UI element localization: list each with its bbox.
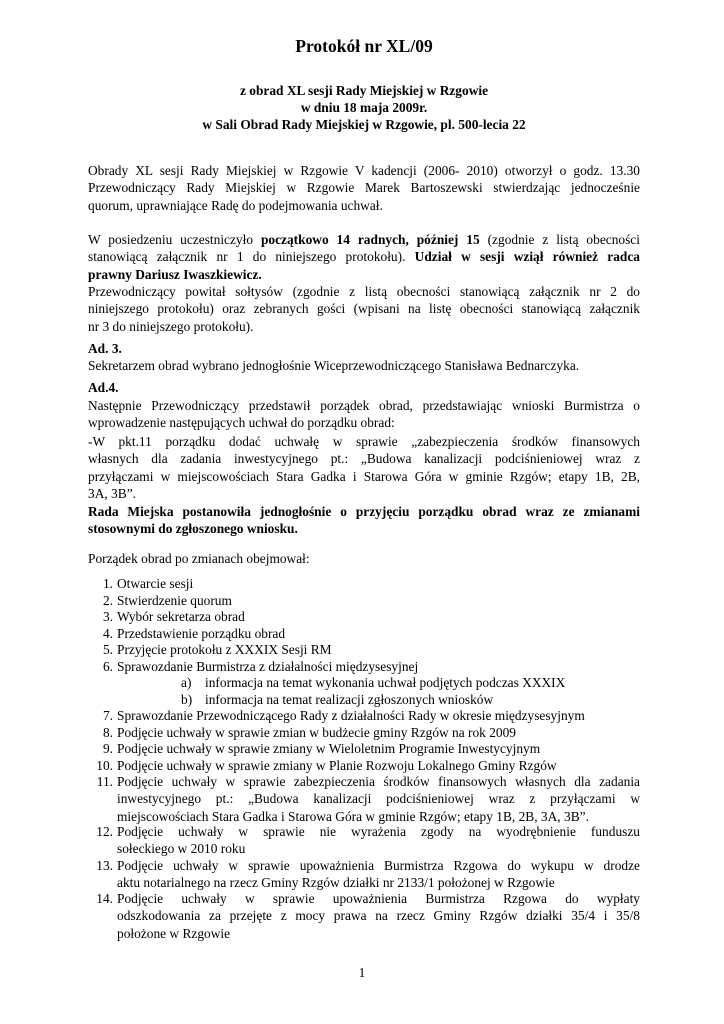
agenda-line: Sprawozdanie Przewodniczącego Rady z działalności Rady w okresie międzysesyjnym: [117, 708, 585, 723]
agenda-item: [88, 890, 640, 940]
agenda-item: [88, 823, 640, 857]
agenda-text: [117, 575, 640, 592]
attendance-line-3: prawny Dariusz Iwaszkiewicz.: [88, 266, 262, 282]
agenda-item: [88, 724, 640, 741]
attendance-text-d: stanowiącą załącznik nr 1 do niniejszego protokołu).: [88, 249, 415, 265]
agenda-item: [88, 857, 640, 891]
agenda-item: [88, 641, 640, 658]
agenda-number: 3.: [102, 609, 113, 624]
ad3-heading: Ad. 3.: [88, 341, 122, 356]
opening-line-1: Obrady XL sesji Rady Miejskiej w Rzgowie V kadencji (2006- 2010) otworzył o godz. 13.30: [88, 163, 640, 178]
agenda-line: Podjęcie uchwały w sprawie zmiany w Wieloletnim Programie Inwestycyjnym: [117, 741, 541, 756]
agenda-line: aktu notarialnego na rzecz Gminy Rzgów działki nr 2133/1 położonej w Rzgowie: [117, 874, 555, 890]
document-title: Protokół nr XL/09: [295, 36, 433, 56]
agenda-text: [117, 890, 640, 942]
agenda-item: [88, 740, 640, 757]
agenda-line: Podjęcie uchwały w sprawie zmian w budżecie gminy Rzgów na rok 2009: [117, 724, 517, 740]
agenda-subitem-text: informacja na temat realizacji zgłoszonych wniosków: [205, 691, 494, 707]
agenda-line: sołeckiego w 2010 roku: [117, 841, 246, 857]
ad3-text: Sekretarzem obrad wybrano jednogłośnie Wiceprzewodniczącego Stanisława Bednarczyka.: [88, 358, 580, 373]
agenda-line: Stwierdzenie quorum: [117, 592, 232, 608]
agenda-text: [117, 823, 640, 858]
subtitle-line-1: z obrad XL sesji Rady Miejskiej w Rzgowie: [239, 83, 489, 98]
agenda-line: inwestycyjnego pt.: „Budowa kanalizacji podciśnieniowej wraz z przyłączami w: [117, 791, 640, 807]
agenda-text: [117, 608, 640, 625]
agenda-number: 7.: [102, 708, 113, 723]
ad4-motion-line-3: przyłączami w miejscowościach Stara Gadka i Starowa Góra w gminie Rzgów; etapy 1B, 2B,: [88, 468, 640, 484]
agenda-item: [88, 608, 640, 625]
agenda-line: położone w Rzgowie: [117, 925, 231, 941]
agenda-number: 14.: [96, 891, 113, 906]
ad4-resolution: [88, 503, 640, 538]
agenda-line: Podjęcie uchwały w sprawie zmiany w Planie Rozwoju Lokalnego Gminy Rzgów: [117, 757, 557, 773]
agenda-item: [88, 707, 640, 724]
agenda-text: [117, 740, 640, 757]
agenda-list: [88, 575, 640, 940]
agenda-text: [117, 757, 640, 774]
ad4-resolution-line-2: stosownymi do zgłoszonego wniosku.: [88, 521, 298, 537]
agenda-item: [88, 757, 640, 774]
ad4-heading: Ad.4.: [88, 380, 119, 395]
agenda-number: 2.: [102, 592, 113, 608]
ad4-intro: [88, 397, 640, 432]
agenda-item: [88, 658, 640, 675]
agenda-line: Przedstawienie porządku obrad: [117, 625, 286, 641]
opening-paragraph: [88, 162, 640, 214]
agenda-item: [88, 575, 640, 592]
agenda-line: Wybór sekretarza obrad: [117, 609, 245, 624]
agenda-text: [117, 625, 640, 642]
ad4-motion-line-1: -W pkt.11 porządku dodać uchwałę w sprawie „zabezpieczenia środków finansowych: [88, 434, 640, 449]
agenda-line: Podjęcie uchwały w sprawie upoważnienia Burmistrza Rzgowa do wypłaty: [117, 891, 640, 906]
agenda-line: Podjęcie uchwały w sprawie upoważnienia Burmistrza Rzgowa do wykupu w drodze: [117, 857, 640, 873]
agenda-line: Podjęcie uchwały w sprawie zabezpieczenia środków finansowych własnych dla zadania: [117, 774, 640, 789]
ad4-motion-line-2: własnych dla zadania inwestycyjnego pt.: „Budowa kanalizacji podciśnieniowej wraz z: [88, 451, 640, 467]
agenda-number: 8.: [102, 724, 113, 740]
agenda-item: [88, 625, 640, 642]
attendance-line-1: [88, 231, 640, 248]
agenda-text: [117, 773, 640, 825]
agenda-subitem-letter: b): [181, 691, 193, 707]
agenda-number: 12.: [96, 824, 113, 839]
attendance-paragraph: [88, 231, 640, 283]
agenda-number: 6.: [102, 658, 113, 674]
guests-line-2: niniejszego protokołu) oraz zebranych gości (wpisani na listę obecności stanowiącą załącznik: [88, 301, 640, 317]
guests-line-1: Przewodniczący powitał sołtysów (zgodnie z listą obecności stanowiącą załącznik nr 2 do: [88, 284, 640, 299]
subtitle-line-3: w Sali Obrad Rady Miejskiej w Rzgowie, pl. 500-lecia 22: [202, 117, 526, 132]
guests-line-3: nr 3 do niniejszego protokołu).: [88, 318, 254, 334]
page-number: 1: [358, 965, 366, 980]
agenda-item: [88, 773, 640, 823]
ad4-motion-line-4: 3A, 3B”.: [88, 485, 136, 501]
agenda-number: 13.: [96, 857, 113, 873]
agenda-subitem-text: informacja na temat wykonania uchwał podjętych podczas XXXIX: [205, 675, 566, 690]
ad4-motion: [88, 433, 640, 502]
agenda-number: 4.: [102, 625, 113, 641]
subtitle-line-2: w dniu 18 maja 2009r.: [300, 100, 428, 115]
attendance-line-2: [88, 248, 640, 265]
agenda-line: Podjęcie uchwały w sprawie nie wyrażenia zgody na wyodrębnienie funduszu: [117, 824, 640, 839]
opening-line-3: quorum, uprawniające Radę do podejmowania uchwał.: [88, 197, 383, 213]
agenda-item: [88, 592, 640, 609]
opening-line-2: Przewodniczący Rady Miejskiej w Rzgowie Marek Bartoszewski stwierdzając jednocześnie: [88, 180, 640, 196]
agenda-number: 9.: [102, 741, 113, 756]
agenda-line: Przyjęcie protokołu z XXXIX Sesji RM: [117, 642, 332, 657]
agenda-text: [117, 857, 640, 892]
attendance-count: początkowo 14 radnych, później 15: [260, 232, 480, 247]
attendance-legal-advisor: Udział w sesji wziął również radca: [414, 249, 640, 265]
agenda-number: 5.: [102, 642, 113, 657]
attendance-text-a: W posiedzeniu uczestniczyło: [88, 232, 261, 247]
agenda-text: [117, 707, 640, 724]
ad4-resolution-line-1: Rada Miejska postanowiła jednogłośnie o przyjęciu porządku obrad wraz ze zmianami: [88, 504, 640, 519]
agenda-number: 1.: [102, 576, 113, 591]
agenda-text: [117, 592, 640, 609]
ad4-intro-line-1: Następnie Przewodniczący przedstawił porządek obrad, przedstawiając wnioski Burmistrza o: [88, 398, 640, 413]
agenda-intro: Porządek obrad po zmianach obejmował:: [88, 551, 310, 566]
attendance-text-c: (zgodnie z listą obecności: [479, 232, 640, 247]
agenda-number: 11.: [96, 774, 113, 789]
guests-paragraph: [88, 283, 640, 335]
agenda-subitem-letter: a): [181, 675, 192, 690]
agenda-number: 10.: [96, 757, 113, 773]
agenda-text: [117, 724, 640, 741]
ad4-intro-line-2: wprowadzenie następujących uchwał do porządku obrad:: [88, 415, 395, 431]
agenda-line: miejscowościach Stara Gadka i Starowa Góra w gminie Rzgów; etapy 1B, 2B, 3A, 3B”.: [117, 808, 589, 824]
agenda-subitem: [88, 691, 640, 708]
agenda-text: [117, 658, 640, 675]
agenda-line: Sprawozdanie Burmistrza z działalności międzysesyjnej: [117, 658, 419, 674]
agenda-subitem: [88, 674, 640, 691]
agenda-line: odszkodowania za przejęte z mocy prawa na rzecz Gminy Rzgów działki 35/4 i 35/8: [117, 908, 640, 924]
agenda-line: Otwarcie sesji: [117, 576, 194, 591]
agenda-text: [117, 641, 640, 658]
